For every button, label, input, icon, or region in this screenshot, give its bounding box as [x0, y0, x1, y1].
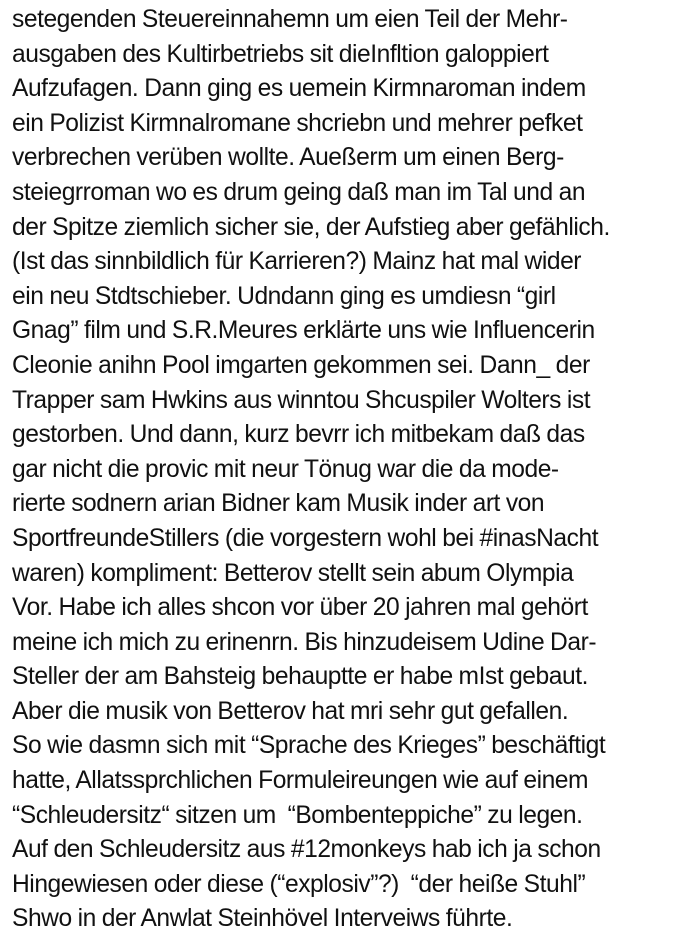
text-line-2: ausgaben des Kultirbetriebs sit dieInfltion galoppiert	[12, 40, 549, 68]
text-line-4: ein Polizist Kirmnalromane shcriebn und mehrer pefket	[12, 109, 583, 137]
text-line-6: steiegrroman wo es drum geing daß man im Tal und an	[12, 178, 586, 206]
text-line-26: Hingewiesen oder diese (“explosiv”?) “der heiße Stuhl”	[12, 870, 586, 898]
text-line-1: setegenden Steuereinnahemn um eien Teil der Mehr-	[12, 6, 568, 33]
text-line-11: Cleonie anihn Pool imgarten gekommen sei. Dann_ der	[12, 351, 590, 379]
text-line-13: gestorben. Und dann, kurz bevrr ich mitbekam daß das	[12, 421, 585, 449]
text-line-16: SportfreundeStillers (die vorgestern wohl bei #inasNacht	[12, 524, 599, 552]
text-line-24: “Schleudersitz“ sitzen um “Bombenteppiche” zu legen.	[12, 801, 583, 829]
text-line-14: gar nicht die provic mit neur Tönug war die da mode-	[12, 455, 559, 483]
text-line-20: Steller der am Bahsteig behauptte er habe mIst gebaut.	[12, 663, 588, 691]
text-line-17: waren) kompliment: Betterov stellt sein abum Olympia	[12, 559, 574, 587]
text-line-22: So wie dasmn sich mit “Sprache des Krieges” beschäftigt	[12, 732, 606, 760]
text-line-5: verbrechen verüben wollte. Aueßerm um einen Berg-	[12, 144, 564, 172]
text-line-25: Auf den Schleudersitz aus #12monkeys hab ich ja schon	[12, 836, 601, 864]
text-line-21: Aber die musik von Betterov hat mri sehr gut gefallen.	[12, 697, 569, 725]
text-line-12: Trapper sam Hwkins aus winntou Shcuspiler Wolters ist	[12, 386, 591, 414]
text-line-10: Gnag” film und S.R.Meures erklärte uns wie Influencerin	[12, 317, 595, 345]
text-line-8: (Ist das sinnbildlich für Karrieren?) Mainz hat mal wider	[12, 248, 582, 276]
text-line-7: der Spitze ziemlich sicher sie, der Aufstieg aber gefählich.	[12, 213, 610, 241]
text-line-23: hatte, Allatssprchlichen Formuleireungen wie auf einem	[12, 767, 589, 795]
text-line-18: Vor. Habe ich alles shcon vor über 20 jahren mal gehört	[12, 594, 588, 622]
text-line-9: ein neu Stdtschieber. Udndann ging es umdiesn “girl	[12, 282, 556, 310]
text-line-19: meine ich mich zu erinenrn. Bis hinzudeisem Udine Dar-	[12, 628, 597, 656]
text-line-27: Shwo in der Anwlat Steinhövel Interveiws führte.	[12, 905, 513, 933]
text-line-3: Aufzufagen. Dann ging es uemein Kirmnaroman indem	[12, 75, 586, 103]
text-line-15: rierte sodnern arian Bidner kam Musik inder art von	[12, 490, 545, 518]
document-page	[12, 3, 680, 937]
